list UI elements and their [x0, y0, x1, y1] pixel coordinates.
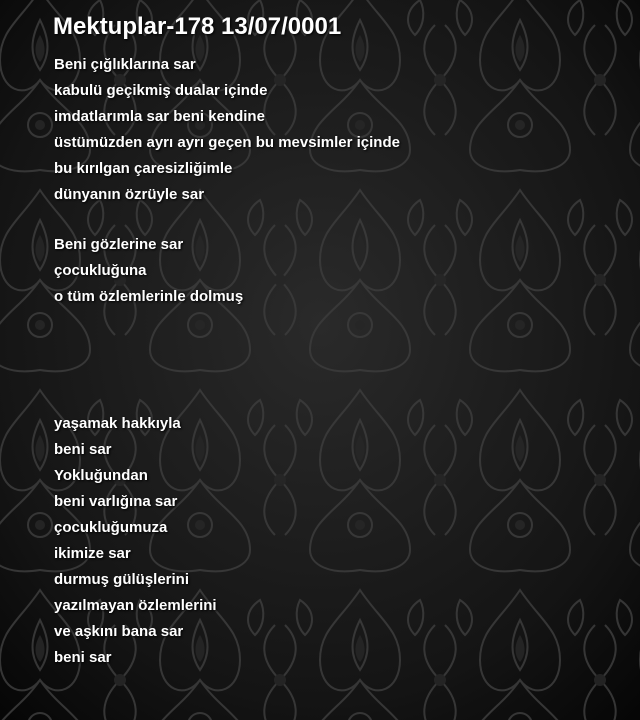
poem-line: Beni gözlerine sar	[54, 236, 184, 253]
poem-line: durmuş gülüşlerini	[54, 571, 190, 588]
poem-line: Yokluğundan	[54, 467, 148, 484]
poem-line: kabulü geçikmiş dualar içinde	[54, 82, 268, 99]
poem-line: ikimize sar	[54, 545, 131, 562]
poem-line: imdatlarımla sar beni kendine	[54, 108, 265, 125]
poem-line: beni sar	[54, 649, 112, 666]
poem-line: çocukluğumuza	[54, 519, 168, 536]
poem-line: Beni çığlıklarına sar	[54, 56, 196, 73]
stanza	[54, 232, 243, 310]
poem-title: Mektuplar-178 13/07/0001	[53, 13, 342, 40]
poem-line: ve aşkını bana sar	[54, 623, 184, 640]
stanza	[54, 52, 400, 208]
stanza	[54, 411, 217, 671]
poem-line: beni varlığına sar	[54, 493, 178, 510]
poem-line: üstümüzden ayrı ayrı geçen bu mevsimler içinde	[54, 134, 400, 151]
poem-line: dünyanın özrüyle sar	[54, 186, 205, 203]
poem-line: beni sar	[54, 441, 112, 458]
poem-line: o tüm özlemlerinle dolmuş	[54, 288, 244, 305]
poem-line: çocukluğuna	[54, 262, 147, 279]
poem-line: yazılmayan özlemlerini	[54, 597, 217, 614]
poem-line: yaşamak hakkıyla	[54, 415, 181, 432]
poem-line: bu kırılgan çaresizliğimle	[54, 160, 233, 177]
